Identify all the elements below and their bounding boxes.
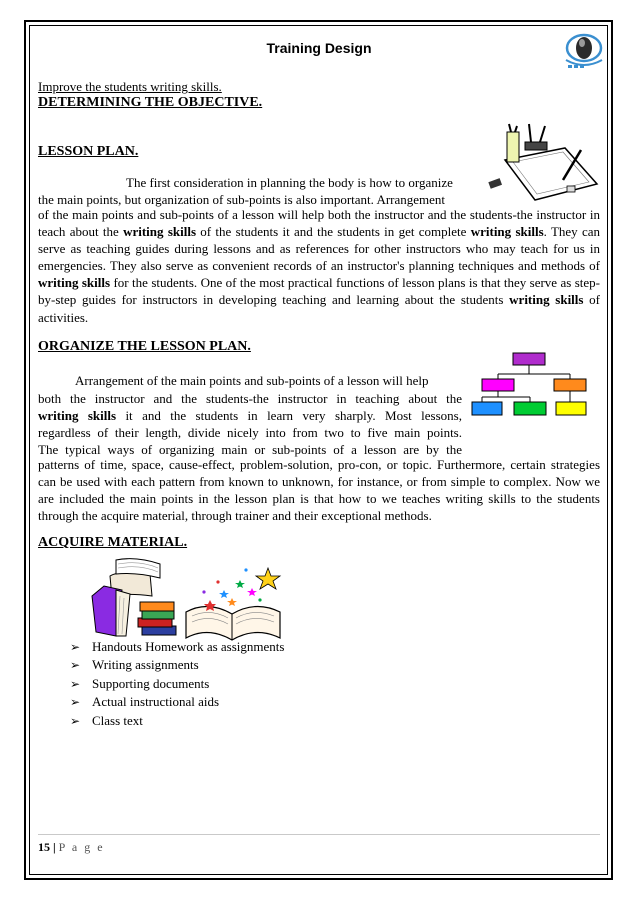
lesson-plan-paragraph: of the main points and sub-points of a lesson will help both the instructor and the students-the instructor in teach about the writing skills of the students it and the students in get complete writing skills. They can serve as teaching guides during lessons and as references for other instructors who may teach for us in emergencies. They also serve as convenient records of an instructor's planning techniques and methods of writing skills for the students. One of the most practical functions of lesson plans is that they serve as step-by-step guides for instructors in developing teaching and learning about the students writing skills of activities.: [38, 207, 601, 325]
list-item: ➢ Class text: [70, 712, 284, 730]
organize-line-4: regardless of their length, divide nicely into from two to five main points.: [38, 425, 462, 440]
acquire-heading: ACQUIRE MATERIAL.: [38, 535, 188, 550]
book-stack-illustration-icon: [90, 556, 182, 638]
page-footer: [38, 840, 105, 855]
arrowhead-bullet-icon: ➢: [70, 713, 81, 728]
organize-line-1: Arrangement of the main points and sub-points of a lesson will help: [75, 373, 429, 388]
keyword-writing-skills: writing skills: [470, 224, 544, 240]
arrowhead-bullet-icon: ➢: [70, 658, 81, 673]
organize-line-3: writing skills it and the students in learn very sharply. Most lessons,: [38, 408, 462, 423]
objective-heading: DETERMINING THE OBJECTIVE.: [38, 95, 263, 110]
list-item: ➢ Handouts Homework as assignments: [70, 638, 284, 656]
footer-divider: [38, 834, 600, 835]
drawing-board-illustration-icon: [485, 122, 603, 204]
lesson-plan-line-1: The first consideration in planning the body is how to organize: [126, 175, 453, 190]
list-item: ➢ Writing assignments: [70, 656, 284, 674]
arrowhead-bullet-icon: ➢: [70, 640, 81, 654]
material-list: [70, 638, 284, 730]
arrowhead-bullet-icon: ➢: [70, 676, 81, 691]
keyword-writing-skills: writing skills: [123, 224, 196, 240]
page-number: 15: [38, 840, 50, 854]
page-label: P a g e: [58, 840, 105, 854]
arrowhead-bullet-icon: ➢: [70, 695, 81, 710]
keyword-writing-skills: writing skills: [509, 292, 584, 308]
footer-separator: |: [50, 840, 59, 854]
organize-heading: ORGANIZE THE LESSON PLAN.: [38, 339, 251, 354]
organize-line-2: both the instructor and the students-the instructor in teaching about the: [38, 391, 462, 406]
lesson-plan-line-2: the main points, but organization of sub-points is also important. Arrangement: [38, 192, 446, 207]
keyword-writing-skills: writing skills: [38, 275, 111, 291]
page-title: Training Design: [266, 40, 372, 56]
organize-line-5: The typical ways of organizing main or sub-points of a lesson are by the: [38, 442, 462, 457]
keyword-writing-skills: writing skills: [38, 408, 117, 423]
organize-paragraph: patterns of time, space, cause-effect, problem-solution, pro-con, or topic. Furthermore, certain strategies can be used with each pattern from known to unknown, for instance, or from simple to complex. Now we are included the main points in the lesson plan is that how to we teaches writing skills to the students through the acquire material, through trainer and their exceptional methods.: [38, 457, 600, 524]
list-item: ➢ Actual instructional aids: [70, 693, 284, 711]
org-chart-illustration-icon: [470, 350, 595, 420]
open-book-stars-illustration-icon: [180, 562, 286, 642]
intro-line: Improve the students writing skills.: [38, 79, 222, 94]
lesson-plan-heading: LESSON PLAN.: [38, 144, 139, 159]
list-item: ➢ Supporting documents: [70, 675, 284, 693]
